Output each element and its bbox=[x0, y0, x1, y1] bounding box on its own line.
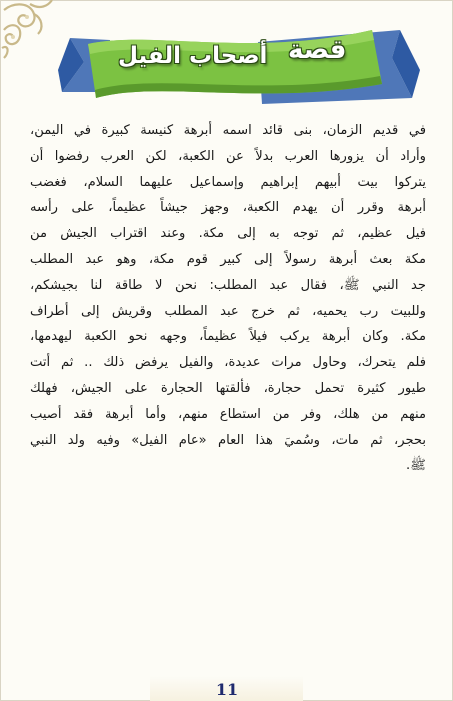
page-number: 11 bbox=[215, 680, 239, 699]
story-line: مكة بعث أبرهة رسولاً إلى كبير قوم مكة، وهو عبد المطلب bbox=[30, 251, 426, 267]
story-line: وللبيت رب يحميه، ثم خرج عبد المطلب وقريش إلى أطراف bbox=[30, 303, 426, 319]
story-line: بحجر، ثم مات، وسُميَ هذا العام «عام الفيل» وفيه ولد النبي bbox=[30, 432, 426, 448]
story-line: طيور كثيرة تحمل حجارة، فألقتها الحجارة على الجيش، فهلك bbox=[30, 380, 426, 396]
story-line: وأراد أن يزورها العرب بدلاً عن الكعبة، لكن العرب رفضوا أن bbox=[30, 148, 426, 164]
story-line: فلم يتحرك، وحاول مرات عديدة، والفيل يرفض ذلك .. ثم أتت bbox=[30, 355, 426, 371]
story-line: في قديم الزمان، بنى قائد اسمه أبرهة كنيسة كبيرة في اليمن، bbox=[30, 123, 426, 138]
story-line: منهم من هلك، وفر من استطاع منهم، وأما أبرهة فقد أصيب bbox=[30, 406, 426, 422]
story-line: مكة. وكان أبرهة يركب فيلاً عظيماً، وجهه نحو الكعبة ليهدمها، bbox=[30, 329, 426, 345]
banner-title-word-1: قصة bbox=[288, 35, 347, 65]
story-line: ﷺ. bbox=[406, 458, 426, 474]
story-line: أبرهة وقرر أن يهدم الكعبة، وجهز جيشاً عظيماً، على رأسه bbox=[30, 200, 426, 216]
story-line: جد النبي ﷺ، فقال عبد المطلب: نحن لا طاقة لنا بجيشكم، bbox=[30, 277, 426, 293]
story-text bbox=[30, 118, 426, 479]
story-line: يتركوا بيت أبيهم إبراهيم وإسماعيل عليهما السلام، فغضب bbox=[30, 174, 426, 190]
banner-title-word-2: أصحاب الفيل bbox=[118, 43, 268, 69]
story-line: فيل عظيم، ثم توجه به إلى مكة. وعند اقتراب الجيش من bbox=[30, 226, 426, 242]
